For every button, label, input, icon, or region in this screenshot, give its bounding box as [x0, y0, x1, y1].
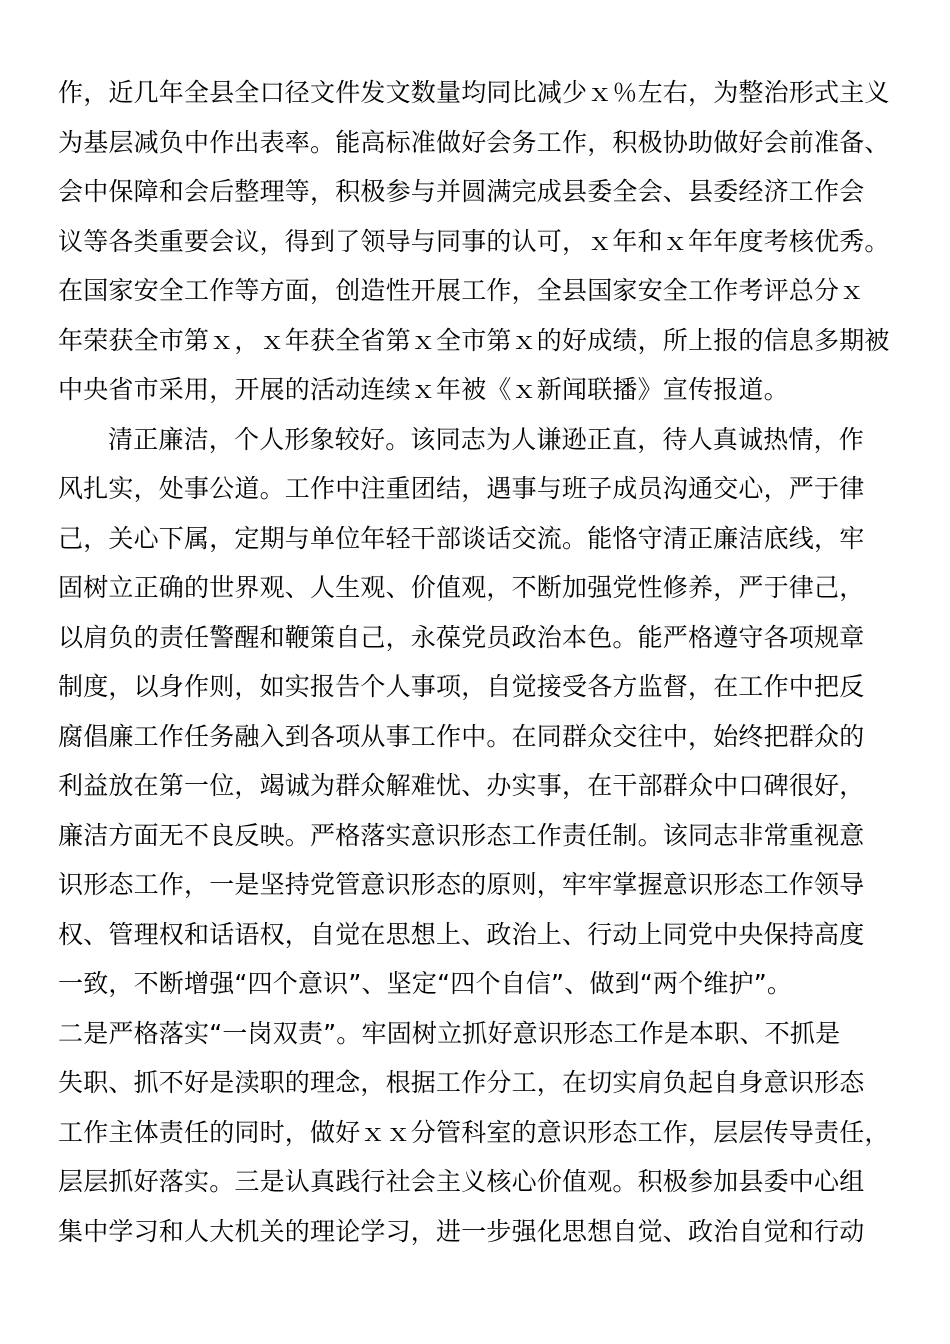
text-line: 清正廉洁，个人形象较好。该同志为人谦逊正直，待人真诚热情，作 — [108, 424, 865, 454]
text-line: 年荣获全市第ｘ，ｘ年获全省第ｘ全市第ｘ的好成绩，所上报的信息多期被 — [58, 325, 890, 355]
text-line: 利益放在第一位，竭诚为群众解难忧、办实事，在干部群众中口碑很好， — [58, 771, 865, 800]
text-line: 固树立正确的世界观、人生观、价值观，不断加强党性修养，严于律己， — [58, 573, 865, 602]
text-line: 中央省市采用，开展的活动连续ｘ年被《ｘ新闻联播》宣传报道。 — [58, 375, 789, 404]
text-line: 一致，不断增强“四个意识”、坚定“四个自信”、做到“两个维护”。 — [58, 969, 793, 998]
text-line: 议等各类重要会议，得到了领导与同事的认可，ｘ年和ｘ年年度考核优秀。 — [58, 226, 890, 256]
text-line: 集中学习和人大机关的理论学习，进一步强化思想自觉、政治自觉和行动 — [58, 1216, 865, 1246]
paragraph-achievements — [58, 68, 898, 415]
document-body — [58, 68, 898, 1256]
text-line: 以肩负的责任警醒和鞭策自己，永葆党员政治本色。能严格遵守各项规章 — [58, 622, 865, 652]
text-line: 己，关心下属，定期与单位年轻干部谈话交流。能恪守清正廉洁底线，牢 — [58, 523, 865, 553]
text-line: 作，近几年全县全口径文件发文数量均同比减少ｘ％左右，为整治形式主义 — [58, 78, 890, 107]
text-line: 为基层减负中作出表率。能高标准做好会务工作，积极协助做好会前准备、 — [58, 127, 890, 157]
text-line: 制度，以身作则，如实报告个人事项，自觉接受各方监督，在工作中把反 — [58, 672, 865, 701]
text-line: 二是严格落实“一岗双责”。牢固树立抓好意识形态工作是本职、不抓是 — [58, 1018, 841, 1048]
text-line: 层层抓好落实。三是认真践行社会主义核心价值观。积极参加县委中心组 — [58, 1167, 865, 1196]
text-line: 在国家安全工作等方面，创造性开展工作，全县国家安全工作考评总分ｘ — [58, 276, 865, 305]
text-line: 工作主体责任的同时，做好ｘｘ分管科室的意识形态工作，层层传导责任， — [58, 1117, 890, 1147]
text-line: 腐倡廉工作任务融入到各项从事工作中。在同群众交往中，始终把群众的 — [58, 721, 865, 751]
text-line: 权、管理权和话语权，自觉在思想上、政治上、行动上同党中央保持高度 — [58, 919, 865, 949]
text-line: 风扎实，处事公道。工作中注重团结，遇事与班子成员沟通交心，严于律 — [58, 474, 865, 503]
text-line: 会中保障和会后整理等，积极参与并圆满完成县委全会、县委经济工作会 — [58, 177, 865, 206]
text-line: 失职、抓不好是渎职的理念，根据工作分工，在切实肩负起自身意识形态 — [58, 1068, 865, 1097]
text-line: 廉洁方面无不良反映。严格落实意识形态工作责任制。该同志非常重视意 — [58, 820, 865, 850]
paragraph-integrity — [58, 415, 898, 1257]
text-line: 识形态工作，一是坚持党管意识形态的原则，牢牢掌握意识形态工作领导 — [58, 870, 865, 899]
